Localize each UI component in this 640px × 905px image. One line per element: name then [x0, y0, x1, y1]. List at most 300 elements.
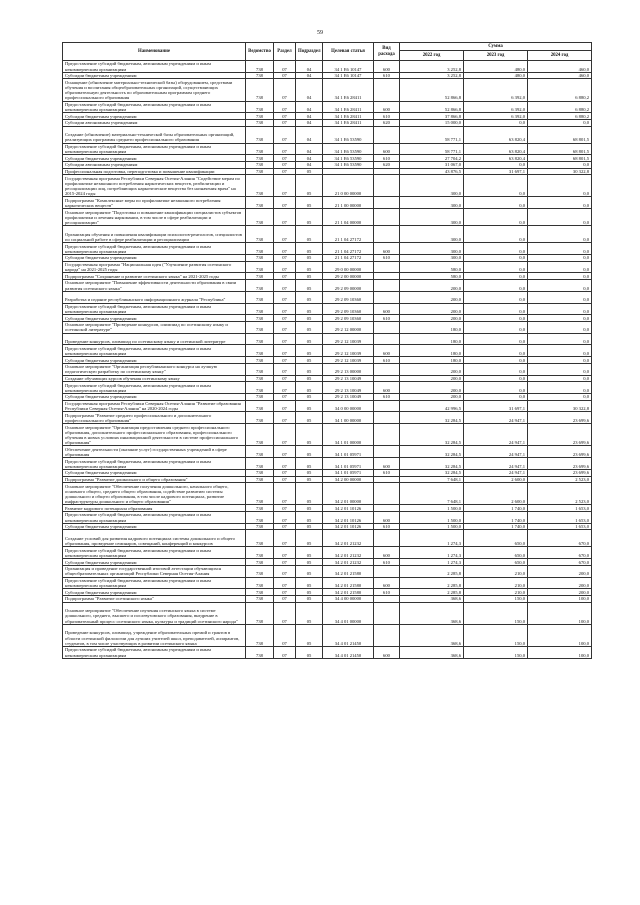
- cell-expense-type: [374, 226, 400, 243]
- cell-section: 07: [274, 363, 296, 375]
- cell-2024: 100,0: [528, 602, 592, 624]
- cell-expense-type: 600: [374, 577, 400, 589]
- cell-section: 07: [274, 79, 296, 101]
- table-row: [63, 458, 592, 470]
- cell-expense-type: 600: [374, 61, 400, 73]
- cell-dept: 738: [246, 155, 274, 162]
- cell-target: 29 2 13 10049: [323, 382, 374, 394]
- cell-subsection: 05: [296, 279, 323, 291]
- cell-subsection: 05: [296, 470, 323, 477]
- cell-target: 21 1 04 27172: [323, 254, 374, 261]
- cell-section: 07: [274, 382, 296, 394]
- cell-subsection: 05: [296, 321, 323, 333]
- cell-2023: 210,0: [464, 589, 528, 596]
- col-dept-header: Ведомство: [246, 43, 274, 61]
- cell-2022: 7 648,1: [400, 476, 464, 483]
- col-name-header: Наименование: [63, 43, 246, 61]
- cell-2023: 31 697,1: [464, 168, 528, 175]
- cell-subsection: 05: [296, 559, 323, 566]
- cell-subsection: 05: [296, 303, 323, 315]
- cell-2024: 200,0: [528, 565, 592, 577]
- cell-name: Предоставление субсидий бюджетным, автономным учреждениям и иным некоммерческим организациям: [63, 101, 246, 113]
- cell-2022: 1 500,0: [400, 505, 464, 512]
- cell-target: 29 2 12 00000: [323, 321, 374, 333]
- cell-section: 07: [274, 577, 296, 589]
- cell-expense-type: 610: [374, 357, 400, 364]
- table-row: [63, 155, 592, 162]
- cell-section: 07: [274, 565, 296, 577]
- cell-target: 29 2 00 00000: [323, 273, 374, 280]
- cell-name: Основное мероприятие "Обеспечение получения дошкольного, начального общего, основного общего, среднего общего образования, содействие развитию системы дошкольного и общего образования, в том числе кадрового потенциала, развитие инфраструктуры дошкольного и общего образования": [63, 483, 246, 505]
- cell-expense-type: [374, 375, 400, 382]
- cell-dept: 738: [246, 303, 274, 315]
- cell-2024: 670,0: [528, 559, 592, 566]
- cell-2022: 200,0: [400, 291, 464, 303]
- cell-2024: 0,0: [528, 382, 592, 394]
- cell-2024: 68 801,5: [528, 126, 592, 143]
- cell-subsection: 05: [296, 483, 323, 505]
- cell-2022: 52 866,8: [400, 79, 464, 101]
- cell-2024: 0,0: [528, 243, 592, 255]
- cell-name: Субсидии бюджетным учреждениям: [63, 254, 246, 261]
- cell-expense-type: 610: [374, 394, 400, 401]
- cell-name: Основное мероприятие "Проведение конкурсов, олимпиад по осетинскому языку и осетинской литературе": [63, 321, 246, 333]
- cell-target: 29 2 13 10049: [323, 394, 374, 401]
- cell-section: 07: [274, 589, 296, 596]
- cell-section: 07: [274, 101, 296, 113]
- cell-expense-type: [374, 412, 400, 424]
- cell-section: 07: [274, 197, 296, 209]
- table-row: [63, 547, 592, 559]
- cell-target: 34 2 01 10126: [323, 523, 374, 530]
- cell-subsection: 05: [296, 547, 323, 559]
- cell-2023: 63 820,4: [464, 155, 528, 162]
- cell-2023: 650,0: [464, 547, 528, 559]
- cell-target: 34 2 01 21580: [323, 589, 374, 596]
- cell-dept: 738: [246, 126, 274, 143]
- cell-2024: 30 322,8: [528, 168, 592, 175]
- cell-target: 34 2 01 21232: [323, 559, 374, 566]
- table-row: [63, 315, 592, 322]
- cell-dept: 738: [246, 161, 274, 168]
- table-row: [63, 424, 592, 446]
- cell-subsection: 04: [296, 119, 323, 126]
- cell-2023: 6 392,0: [464, 79, 528, 101]
- cell-2024: 0,0: [528, 161, 592, 168]
- cell-target: 34 1 Е6 53590: [323, 143, 374, 155]
- table-header: [63, 43, 592, 61]
- cell-target: 34 1 Е6 10147: [323, 61, 374, 73]
- cell-expense-type: 600: [374, 143, 400, 155]
- table-row: [63, 273, 592, 280]
- table-row: [63, 175, 592, 197]
- cell-2024: 460,0: [528, 72, 592, 79]
- cell-section: 07: [274, 394, 296, 401]
- cell-dept: 738: [246, 333, 274, 345]
- cell-expense-type: 610: [374, 113, 400, 120]
- cell-2024: 0,0: [528, 291, 592, 303]
- cell-expense-type: [374, 175, 400, 197]
- cell-name: Подпрограмма "Сохранение и развитие осетинского языка" на 2021-2025 годы: [63, 273, 246, 280]
- cell-target: 34 1 01 05971: [323, 458, 374, 470]
- cell-dept: 738: [246, 512, 274, 524]
- cell-2024: 6 880,2: [528, 79, 592, 101]
- cell-2024: 6 880,2: [528, 101, 592, 113]
- cell-section: 07: [274, 315, 296, 322]
- cell-2023: 1 740,0: [464, 523, 528, 530]
- cell-name: Основное мероприятие "Повышение эффективности деятельности образования в связи развития осетинского языка": [63, 279, 246, 291]
- cell-2024: 0,0: [528, 175, 592, 197]
- cell-2024: 0,0: [528, 303, 592, 315]
- table-row: [63, 512, 592, 524]
- cell-2023: 0,0: [464, 273, 528, 280]
- cell-2022: 580,0: [400, 261, 464, 273]
- cell-dept: 738: [246, 119, 274, 126]
- cell-dept: 738: [246, 565, 274, 577]
- cell-target: 29 2 09 00000: [323, 279, 374, 291]
- table-row: [63, 602, 592, 624]
- cell-dept: 738: [246, 279, 274, 291]
- cell-dept: 738: [246, 483, 274, 505]
- cell-name: Предоставление субсидий бюджетным, автономным учреждениям и иным некоммерческим организациям: [63, 547, 246, 559]
- col-section-header: Раздел: [274, 43, 296, 61]
- cell-section: 07: [274, 226, 296, 243]
- cell-2024: 1 653,0: [528, 505, 592, 512]
- table-row: [63, 101, 592, 113]
- cell-expense-type: 610: [374, 254, 400, 261]
- cell-2024: 100,0: [528, 595, 592, 602]
- cell-name: Развитие кадрового потенциала образования: [63, 505, 246, 512]
- cell-expense-type: [374, 565, 400, 577]
- cell-section: 07: [274, 175, 296, 197]
- table-row: [63, 565, 592, 577]
- cell-target: 34 4 00 00000: [323, 595, 374, 602]
- cell-2023: 2 600,0: [464, 483, 528, 505]
- cell-dept: 738: [246, 577, 274, 589]
- cell-section: 07: [274, 333, 296, 345]
- cell-subsection: 04: [296, 155, 323, 162]
- cell-name: Подпрограмма "Комплексные меры по профилактике незаконного потребления наркотических веществ": [63, 197, 246, 209]
- cell-2023: 150,0: [464, 602, 528, 624]
- cell-2024: 0,0: [528, 394, 592, 401]
- cell-2022: 58 771,1: [400, 143, 464, 155]
- cell-expense-type: 600: [374, 458, 400, 470]
- cell-dept: 738: [246, 646, 274, 658]
- cell-2023: 480,0: [464, 61, 528, 73]
- cell-2023: 31 697,1: [464, 400, 528, 412]
- cell-2023: 0,0: [464, 175, 528, 197]
- cell-target: 34 2 00 00000: [323, 476, 374, 483]
- cell-2024: 0,0: [528, 209, 592, 226]
- cell-section: 07: [274, 458, 296, 470]
- cell-2022: 3 252,8: [400, 72, 464, 79]
- cell-name: Предоставление субсидий бюджетным, автономным учреждениям и иным некоммерческим организациям: [63, 512, 246, 524]
- cell-section: 07: [274, 273, 296, 280]
- cell-section: 07: [274, 261, 296, 273]
- cell-2023: 0,0: [464, 226, 528, 243]
- cell-2022: 1 274,3: [400, 559, 464, 566]
- col-subsection-header: Подраздел: [296, 43, 323, 61]
- table-row: [63, 624, 592, 646]
- cell-2022: 200,0: [400, 375, 464, 382]
- cell-expense-type: [374, 168, 400, 175]
- cell-section: 07: [274, 357, 296, 364]
- cell-section: 07: [274, 345, 296, 357]
- cell-expense-type: [374, 624, 400, 646]
- cell-expense-type: [374, 476, 400, 483]
- cell-2023: 24 947,1: [464, 470, 528, 477]
- cell-section: 07: [274, 483, 296, 505]
- cell-dept: 738: [246, 175, 274, 197]
- cell-expense-type: 620: [374, 119, 400, 126]
- cell-target: 34 0 00 00000: [323, 400, 374, 412]
- cell-2022: 58 771,1: [400, 126, 464, 143]
- cell-subsection: 05: [296, 357, 323, 364]
- cell-name: Субсидии бюджетным учреждениям: [63, 155, 246, 162]
- cell-target: 34 4 01 21450: [323, 624, 374, 646]
- cell-dept: 738: [246, 363, 274, 375]
- cell-dept: 738: [246, 424, 274, 446]
- cell-2022: 3 252,8: [400, 61, 464, 73]
- cell-expense-type: 600: [374, 243, 400, 255]
- cell-2022: 300,0: [400, 243, 464, 255]
- cell-2024: 0,0: [528, 261, 592, 273]
- cell-name: Субсидии автономным учреждениям: [63, 119, 246, 126]
- cell-expense-type: [374, 279, 400, 291]
- cell-2024: 23 699,6: [528, 446, 592, 458]
- cell-subsection: 05: [296, 333, 323, 345]
- cell-2023: 0,0: [464, 363, 528, 375]
- table-row: [63, 577, 592, 589]
- cell-section: 07: [274, 375, 296, 382]
- cell-target: 34 4 01 00000: [323, 602, 374, 624]
- cell-dept: 738: [246, 79, 274, 101]
- cell-2023: 150,0: [464, 595, 528, 602]
- cell-2024: 100,0: [528, 646, 592, 658]
- cell-subsection: 05: [296, 412, 323, 424]
- cell-2023: 24 947,1: [464, 424, 528, 446]
- cell-subsection: 05: [296, 512, 323, 524]
- cell-expense-type: [374, 261, 400, 273]
- cell-name: Субсидии бюджетным учреждениям: [63, 357, 246, 364]
- cell-section: 07: [274, 424, 296, 446]
- cell-section: 07: [274, 303, 296, 315]
- cell-name: Подпрограмма "Развитие дошкольного и общего образования": [63, 476, 246, 483]
- cell-2022: 2 285,8: [400, 577, 464, 589]
- cell-2023: 24 947,1: [464, 458, 528, 470]
- cell-target: 29 2 12 10039: [323, 357, 374, 364]
- cell-subsection: 04: [296, 143, 323, 155]
- cell-name: Основное мероприятие "Подготовка и повышение квалификации специалистов субъектов профилактики и лечения наркомании, в том числе в сфере реабилитации и ресоциализации": [63, 209, 246, 226]
- cell-section: 07: [274, 470, 296, 477]
- cell-target: 34 2 01 10126: [323, 505, 374, 512]
- table-row: [63, 412, 592, 424]
- cell-section: 07: [274, 119, 296, 126]
- cell-2022: 300,0: [400, 197, 464, 209]
- cell-target: 21 1 00 00000: [323, 197, 374, 209]
- cell-2024: 200,0: [528, 589, 592, 596]
- cell-dept: 738: [246, 458, 274, 470]
- cell-target: 34 1 Е6 28411: [323, 101, 374, 113]
- cell-subsection: 05: [296, 565, 323, 577]
- cell-subsection: 04: [296, 101, 323, 113]
- cell-dept: 738: [246, 72, 274, 79]
- cell-2024: 670,0: [528, 530, 592, 547]
- col-expense-type-header: Вид расхода: [374, 43, 400, 61]
- cell-2023: 150,0: [464, 646, 528, 658]
- cell-dept: 738: [246, 345, 274, 357]
- cell-2023: 63 820,4: [464, 126, 528, 143]
- cell-dept: 738: [246, 547, 274, 559]
- table-row: [63, 254, 592, 261]
- col-2024-header: 2024 год: [528, 51, 592, 61]
- cell-2022: 300,0: [400, 175, 464, 197]
- cell-expense-type: [374, 446, 400, 458]
- cell-2024: 0,0: [528, 254, 592, 261]
- cell-expense-type: 610: [374, 155, 400, 162]
- cell-expense-type: [374, 321, 400, 333]
- cell-section: 07: [274, 602, 296, 624]
- cell-target: 29 2 09 10360: [323, 291, 374, 303]
- cell-2022: 368,6: [400, 646, 464, 658]
- cell-2024: 0,0: [528, 363, 592, 375]
- cell-dept: 738: [246, 61, 274, 73]
- col-target-header: Целевая статья: [323, 43, 374, 61]
- cell-2024: 1 653,0: [528, 512, 592, 524]
- cell-2022: 52 866,8: [400, 101, 464, 113]
- cell-subsection: 05: [296, 400, 323, 412]
- table-row: [63, 589, 592, 596]
- cell-name: Предоставление субсидий бюджетным, автономным учреждениям и иным некоммерческим организациям: [63, 243, 246, 255]
- cell-2024: 0,0: [528, 375, 592, 382]
- col-2022-header: 2022 год: [400, 51, 464, 61]
- cell-expense-type: 610: [374, 72, 400, 79]
- cell-2024: 68 801,5: [528, 143, 592, 155]
- cell-section: 07: [274, 254, 296, 261]
- cell-dept: 738: [246, 321, 274, 333]
- cell-dept: 738: [246, 197, 274, 209]
- cell-2022: 1 274,3: [400, 530, 464, 547]
- cell-2023: 210,0: [464, 577, 528, 589]
- cell-2024: 30 322,8: [528, 400, 592, 412]
- cell-2023: 0,0: [464, 279, 528, 291]
- cell-name: Основное мероприятие "Организация республиканского конкурса на лучшую педагогическую разработку по осетинскому языку": [63, 363, 246, 375]
- cell-target: 29 2 09 10360: [323, 303, 374, 315]
- cell-2023: 24 947,1: [464, 446, 528, 458]
- table-row: [63, 382, 592, 394]
- cell-name: Субсидии бюджетным учреждениям: [63, 559, 246, 566]
- cell-name: Предоставление субсидий бюджетным, автономным учреждениям и иным некоммерческим организациям: [63, 382, 246, 394]
- cell-name: Предоставление субсидий бюджетным, автономным учреждениям и иным некоммерческим организациям: [63, 345, 246, 357]
- cell-subsection: 05: [296, 602, 323, 624]
- cell-section: 07: [274, 168, 296, 175]
- cell-2022: 300,0: [400, 209, 464, 226]
- cell-2022: 200,0: [400, 303, 464, 315]
- table-row: [63, 168, 592, 175]
- cell-2024: 0,0: [528, 119, 592, 126]
- cell-target: 21 1 04 27172: [323, 226, 374, 243]
- cell-2023: 0,0: [464, 291, 528, 303]
- cell-2024: 1 653,0: [528, 523, 592, 530]
- cell-subsection: 05: [296, 458, 323, 470]
- cell-2022: 43 876,5: [400, 168, 464, 175]
- cell-target: 29 2 13 00000: [323, 363, 374, 375]
- page-number: 59: [317, 30, 323, 36]
- cell-subsection: 04: [296, 126, 323, 143]
- cell-name: Проведение конкурсов, олимпиад по осетинскому языку и осетинской литературе: [63, 333, 246, 345]
- table-row: [63, 261, 592, 273]
- cell-expense-type: [374, 595, 400, 602]
- cell-2024: 0,0: [528, 226, 592, 243]
- cell-2022: 368,6: [400, 624, 464, 646]
- cell-2022: 200,0: [400, 363, 464, 375]
- cell-name: Создание (обновление) материально-технической базы образовательных организаций, реализующих программы среднего профессионального образования: [63, 126, 246, 143]
- cell-2022: 1 274,3: [400, 547, 464, 559]
- col-amount-header: Сумма: [400, 43, 592, 51]
- col-2023-header: 2023 год: [464, 51, 528, 61]
- cell-dept: 738: [246, 315, 274, 322]
- cell-section: 07: [274, 505, 296, 512]
- cell-2023: 0,0: [464, 394, 528, 401]
- table-row: [63, 470, 592, 477]
- cell-dept: 738: [246, 530, 274, 547]
- cell-target: 34 1 Е6 53590: [323, 126, 374, 143]
- table-row: [63, 321, 592, 333]
- table-row: [63, 530, 592, 547]
- table-row: [63, 243, 592, 255]
- table-row: [63, 126, 592, 143]
- cell-2022: 180,0: [400, 345, 464, 357]
- cell-2022: 180,0: [400, 321, 464, 333]
- cell-subsection: 04: [296, 72, 323, 79]
- cell-name: Обеспечение деятельности (оказание услуг) государственных учреждений в сфере образования: [63, 446, 246, 458]
- cell-2023: 1 740,0: [464, 505, 528, 512]
- cell-section: 07: [274, 412, 296, 424]
- cell-target: 34 1 00 00000: [323, 412, 374, 424]
- cell-2024: 100,0: [528, 624, 592, 646]
- cell-2023: 0,0: [464, 321, 528, 333]
- cell-dept: 738: [246, 559, 274, 566]
- cell-target: 34 2 01 21580: [323, 577, 374, 589]
- cell-expense-type: 610: [374, 559, 400, 566]
- cell-2023: 210,0: [464, 565, 528, 577]
- cell-expense-type: [374, 505, 400, 512]
- cell-section: 07: [274, 523, 296, 530]
- cell-name: Субсидии бюджетным учреждениям: [63, 470, 246, 477]
- cell-subsection: 05: [296, 168, 323, 175]
- cell-subsection: 05: [296, 254, 323, 261]
- cell-subsection: 04: [296, 113, 323, 120]
- cell-target: 34 1 01 00000: [323, 424, 374, 446]
- cell-2023: 0,0: [464, 254, 528, 261]
- cell-expense-type: [374, 197, 400, 209]
- cell-2023: 0,0: [464, 209, 528, 226]
- cell-subsection: 05: [296, 382, 323, 394]
- cell-section: 07: [274, 279, 296, 291]
- cell-dept: 738: [246, 400, 274, 412]
- cell-dept: 738: [246, 589, 274, 596]
- cell-2022: 180,0: [400, 333, 464, 345]
- cell-2022: 2 285,8: [400, 589, 464, 596]
- cell-target: [323, 168, 374, 175]
- table-row: [63, 505, 592, 512]
- cell-subsection: 05: [296, 476, 323, 483]
- cell-subsection: 05: [296, 446, 323, 458]
- cell-dept: 738: [246, 602, 274, 624]
- cell-dept: 738: [246, 470, 274, 477]
- cell-2022: 580,0: [400, 273, 464, 280]
- table-row: [63, 197, 592, 209]
